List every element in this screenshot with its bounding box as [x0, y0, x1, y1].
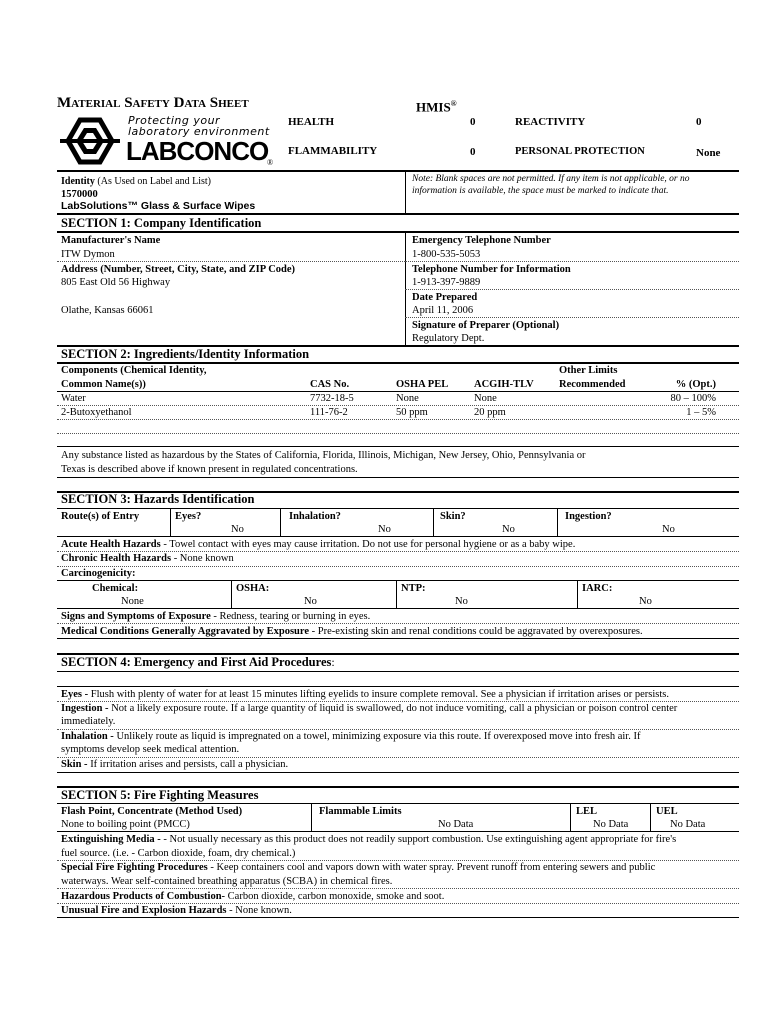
- manufacturer-label: Manufacturer's Name: [61, 235, 161, 246]
- date-prepared-value: April 11, 2006: [412, 305, 474, 316]
- logo-tagline-1: Protecting your: [128, 114, 221, 127]
- flammable-limits-value: No Data: [438, 819, 474, 830]
- section4-title: SECTION 4: Emergency and First Aid Procedures:: [61, 655, 335, 669]
- col-cas: CAS No.: [310, 379, 350, 390]
- hazardous-combustion-products: Hazardous Products of Combustion- Carbon dioxide, carbon monoxide, smoke and soot.: [61, 891, 445, 902]
- section1-title: SECTION 1: Company Identification: [61, 216, 262, 230]
- section2-title: SECTION 2: Ingredients/Identity Information: [61, 347, 310, 361]
- personal-protection-label: PERSONAL PROTECTION: [515, 146, 645, 157]
- first-aid-skin: Skin - If irritation arises and persists, call a physician.: [61, 759, 289, 770]
- first-aid-ingestion-2: immediately.: [61, 716, 116, 727]
- ingredient-osha: 50 ppm: [396, 407, 428, 418]
- ntp-label: NTP:: [401, 583, 426, 594]
- col-other-limits-2: Recommended: [559, 379, 626, 390]
- logo-tagline-2: laboratory environment: [128, 125, 270, 138]
- health-label: HEALTH: [288, 116, 335, 128]
- ingestion-value: No: [662, 524, 675, 535]
- flammability-label: FLAMMABILITY: [288, 145, 378, 157]
- logo-wordmark: LABCONCO: [126, 136, 269, 166]
- route-of-entry-label: Route(s) of Entry: [61, 511, 140, 522]
- identity-note: Note: Blank spaces are not permitted. If any item is not applicable, or no information is available, the space must be marked to indicate that.: [412, 174, 690, 196]
- col-acgih-tlv: ACGIH-TLV: [474, 379, 534, 390]
- ingredient-name: 2-Butoxyethanol: [61, 407, 132, 418]
- special-procedures-2: waterways. Wear self-contained breathing apparatus (SCBA) in chemical fires.: [61, 876, 393, 887]
- uel-value: No Data: [670, 819, 706, 830]
- flammable-limits-label: Flammable Limits: [319, 806, 402, 817]
- extinguishing-media-1: Extinguishing Media - - Not usually necessary as this product does not readily support combustion. Use extinguishing agent appropriate for fire's: [61, 834, 677, 845]
- ingredient-acgih: 20 ppm: [474, 407, 506, 418]
- first-aid-inhalation-1: Inhalation - Unlikely route as liquid is impregnated on a towel, minimizing exposure via this route. If overexposed move into fresh air. If: [61, 731, 641, 742]
- table-row: [0, 392, 770, 406]
- ingestion-label: Ingestion?: [565, 511, 612, 522]
- labconco-logo: [60, 114, 275, 170]
- labconco-emblem-icon: [60, 114, 120, 168]
- signature-value: Regulatory Dept.: [412, 333, 485, 344]
- col-other-limits-1: Other Limits: [559, 365, 618, 376]
- chronic-health-hazards: Chronic Health Hazards - None known: [61, 553, 234, 564]
- product-name: LabSolutions™ Glass & Surface Wipes: [61, 200, 256, 212]
- first-aid-ingestion-1: Ingestion - Not a likely exposure route. If a large quantity of liquid is swallowed, do not induce vomiting, call a physician or poison control center: [61, 703, 678, 714]
- osha-carcinogen-value: No: [304, 596, 317, 607]
- chemical-value: None: [121, 596, 144, 607]
- logo-registered-mark: ®: [267, 158, 274, 167]
- personal-protection-value: None: [696, 147, 721, 159]
- identity-label: Identity (As Used on Label and List): [61, 176, 211, 187]
- ingredient-percent: 1 – 5%: [686, 407, 716, 418]
- inhalation-label: Inhalation?: [289, 511, 341, 522]
- eyes-value: No: [231, 524, 244, 535]
- signs-and-symptoms: Signs and Symptoms of Exposure - Redness, tearing or burning in eyes.: [61, 611, 371, 622]
- ingredient-name: Water: [61, 393, 86, 404]
- emergency-phone-value: 1-800-535-5053: [412, 249, 481, 260]
- iarc-value: No: [639, 596, 652, 607]
- health-value: 0: [470, 116, 476, 128]
- lel-value: No Data: [593, 819, 629, 830]
- carcinogenicity-label: Carcinogenicity:: [61, 568, 136, 579]
- col-components-1: Components (Chemical Identity,: [61, 365, 207, 376]
- address-line-1: 805 East Old 56 Highway: [61, 277, 171, 288]
- inhalation-value: No: [378, 524, 391, 535]
- reactivity-value: 0: [696, 116, 702, 128]
- identity-number: 1570000: [61, 189, 98, 200]
- special-procedures-1: Special Fire Fighting Procedures - Keep containers cool and vapors down with water spray. Prevent runoff from entering sewers and public: [61, 862, 656, 873]
- medical-conditions: Medical Conditions Generally Aggravated by Exposure - Pre-existing skin and renal conditions could be aggravated by overexposures.: [61, 626, 643, 637]
- unusual-hazards: Unusual Fire and Explosion Hazards - None known.: [61, 905, 292, 916]
- hazard-states-note-2: Texas is described above if known present in regulated concentrations.: [61, 464, 358, 475]
- osha-carcinogen-label: OSHA:: [236, 583, 270, 594]
- info-phone-value: 1-913-397-9889: [412, 277, 481, 288]
- col-percent: % (Opt.): [675, 379, 716, 390]
- emergency-phone-label: Emergency Telephone Number: [412, 235, 551, 246]
- address-label: Address (Number, Street, City, State, and ZIP Code): [61, 264, 296, 275]
- ingredient-acgih: None: [474, 393, 497, 404]
- section5-title: SECTION 5: Fire Fighting Measures: [61, 788, 259, 802]
- info-phone-label: Telephone Number for Information: [412, 264, 571, 275]
- document-title: Material Safety Data Sheet: [57, 95, 249, 111]
- table-row: [0, 406, 770, 420]
- eyes-label: Eyes?: [175, 511, 202, 522]
- manufacturer-value: ITW Dymon: [61, 249, 115, 260]
- col-osha-pel: OSHA PEL: [396, 379, 449, 390]
- iarc-label: IARC:: [582, 583, 613, 594]
- flash-point-label: Flash Point, Concentrate (Method Used): [61, 806, 243, 817]
- date-prepared-label: Date Prepared: [412, 292, 478, 303]
- uel-label: UEL: [656, 806, 678, 817]
- first-aid-inhalation-2: symptoms develop seek medical attention.: [61, 744, 240, 755]
- lel-label: LEL: [576, 806, 598, 817]
- section3-title: SECTION 3: Hazards Identification: [61, 492, 255, 506]
- signature-label: Signature of Preparer (Optional): [412, 320, 560, 331]
- hazard-states-note-1: Any substance listed as hazardous by the States of California, Florida, Illinois, Michigan, New Jersey, Ohio, Pennsylvania or: [61, 450, 586, 461]
- ntp-value: No: [455, 596, 468, 607]
- chemical-label: Chemical:: [92, 583, 139, 594]
- first-aid-eyes: Eyes - Flush with plenty of water for at least 15 minutes lifting eyelids to insure complete removal. See a physician if irritation arises or persists.: [61, 689, 669, 700]
- skin-label: Skin?: [440, 511, 466, 522]
- ingredient-cas: 111-76-2: [310, 407, 348, 418]
- acute-health-hazards: Acute Health Hazards - Towel contact with eyes may cause irritation. Do not use for personal hygiene or as a baby wipe.: [61, 539, 576, 550]
- extinguishing-media-2: fuel source. (i.e. - Carbon dioxide, foam, dry chemical.): [61, 848, 296, 859]
- hmis-label: HMIS®: [416, 99, 457, 115]
- ingredient-percent: 80 – 100%: [670, 393, 716, 404]
- address-line-2: Olathe, Kansas 66061: [61, 305, 154, 316]
- ingredient-osha: None: [396, 393, 419, 404]
- ingredient-cas: 7732-18-5: [310, 393, 354, 404]
- reactivity-label: REACTIVITY: [515, 116, 586, 128]
- col-components-2: Common Name(s)): [61, 379, 146, 390]
- skin-value: No: [502, 524, 515, 535]
- flammability-value: 0: [470, 146, 476, 158]
- flash-point-value: None to boiling point (PMCC): [61, 819, 190, 830]
